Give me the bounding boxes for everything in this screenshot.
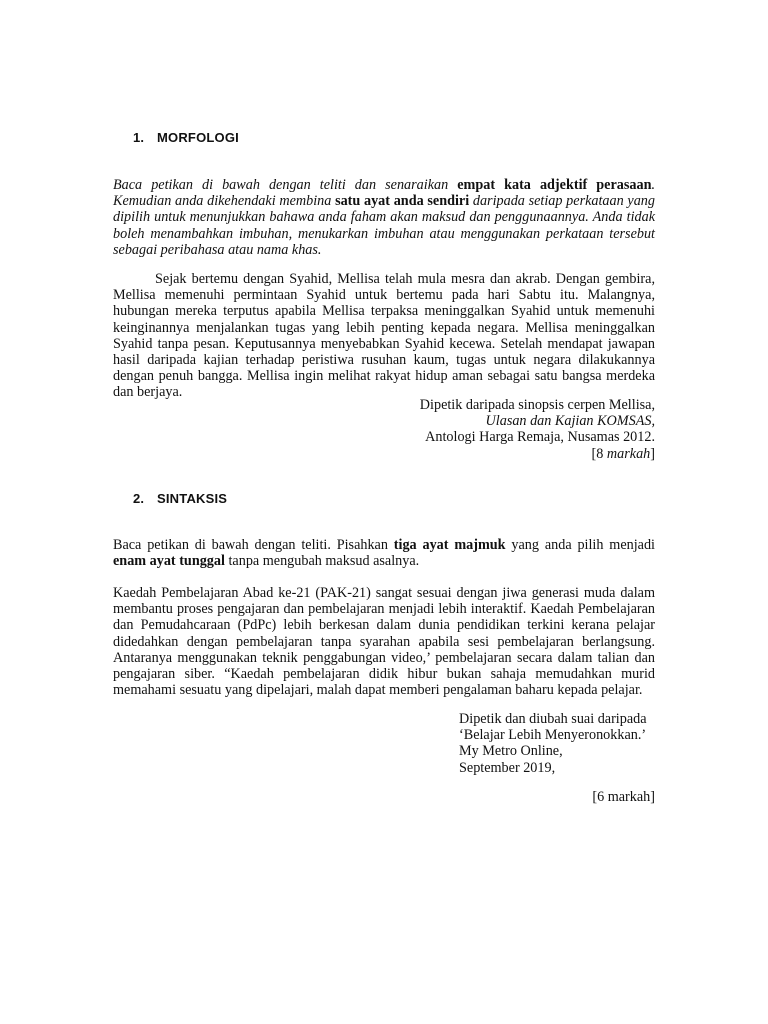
section-2-instruction-bold1: tiga ayat majmuk [393, 537, 506, 553]
section-1-passage-text: Sejak bertemu dengan Syahid, Mellisa telah mula mesra dan akrab. Dengan gembira, Mellisa memenuhi permintaan Syahid untuk bertemu pada hari Sabtu itu. Malangnya, hubungan mereka terputus apabila Mellisa terpaksa meninggalkan Syahid untuk memenuhi keinginannya menjalankan tugas yang lebih penting kepada negara. Mellisa meninggalkan Syahid tanpa pesan. Keputusannya menyebabkan Syahid kecewa. Setelah mendapat jawapan hasil daripada kajian terhadap peristiwa rusuhan kaum, tugas untuk negara dilakukannya dengan penuh bangga. Mellisa ingin melihat rakyat hidup aman sebagai satu bangsa merdeka dan berjaya. [113, 271, 655, 401]
section-1-instruction-part3: daripada setiap perkataan yang dipilih untuk menunjukkan bahawa anda faham akan maksud dan penggunaannya. Anda tidak boleh menambahkan imbuhan, menukarkan imbuhan atau menggunakan perkataan tersebut sebagai peribahasa atau nama khas. [113, 193, 655, 258]
section-2-heading [133, 491, 227, 506]
section-1-instruction [113, 177, 655, 258]
section-1-heading [133, 130, 239, 145]
section-1-title: MORFOLOGI [157, 130, 239, 145]
section-2-source-line4: September 2019, [459, 759, 556, 776]
section-2-instruction-part1: Baca petikan di bawah dengan teliti. Pisahkan [113, 537, 394, 553]
section-2-instruction [113, 537, 655, 569]
section-2-source-line2: ‘Belajar Lebih Menyeronokkan.’ [459, 727, 647, 744]
section-1-instruction-bold2: satu ayat anda sendiri [335, 193, 470, 210]
section-2-instruction-part2: yang anda pilih menjadi [505, 537, 655, 553]
section-2-instruction-bold2: enam ayat tunggal [113, 553, 225, 570]
section-2-number: 2. [133, 491, 145, 506]
section-2-marks: [6 markah] [592, 789, 655, 805]
section-1-number: 1. [133, 130, 145, 145]
section-2-source [459, 711, 647, 776]
section-1-instruction-part1: Baca petikan di bawah dengan teliti dan senaraikan [113, 177, 458, 193]
section-1-marks-close: ] [650, 445, 655, 462]
section-1-instruction-bold1: empat kata adjektif perasaan [457, 177, 652, 193]
section-1-source-line3: Antologi Harga Remaja, Nusamas 2012. [425, 429, 655, 446]
section-2-title: SINTAKSIS [157, 491, 228, 506]
section-1-marks [420, 446, 655, 462]
section-1-marks-open: [8 [591, 445, 607, 462]
section-2-source-line1: Dipetik dan diubah suai daripada [459, 711, 647, 727]
section-1-passage [113, 271, 655, 401]
section-1-marks-word: markah [606, 445, 651, 462]
section-2-source-line3: My Metro Online, [459, 743, 563, 760]
section-1-instruction-part2: . Kemudian anda dikehendaki membina [113, 177, 656, 210]
section-2-instruction-part3: tanpa mengubah maksud asalnya. [224, 553, 420, 570]
section-1-source [420, 397, 655, 462]
section-1-source-line1: Dipetik daripada sinopsis cerpen Mellisa, [419, 397, 655, 413]
section-2-passage: Kaedah Pembelajaran Abad ke-21 (PAK-21) sangat sesuai dengan jiwa generasi muda dalam membantu proses pengajaran dan pembelajaran menjadi lebih interaktif. Kaedah Pembelajaran dan Pemudahcaraan (PdPc) lebih berkesan dalam dunia pendidikan terkini kerana pelajar didedahkan dengan pembelajaran tanpa syarahan apabila sesi pembelajaran berlangsung. Antaranya menggunakan teknik penggabungan video,’ pembelajaran secara dalam talian dan pengajaran siber. “Kaedah pembelajaran didik hibur bukan sahaja memudahkan murid memahami sesuatu yang dipelajari, malah dapat memberi pengalaman baharu kepada pelajar. [113, 585, 655, 699]
section-1-source-line2: Ulasan dan Kajian KOMSAS, [485, 413, 655, 430]
